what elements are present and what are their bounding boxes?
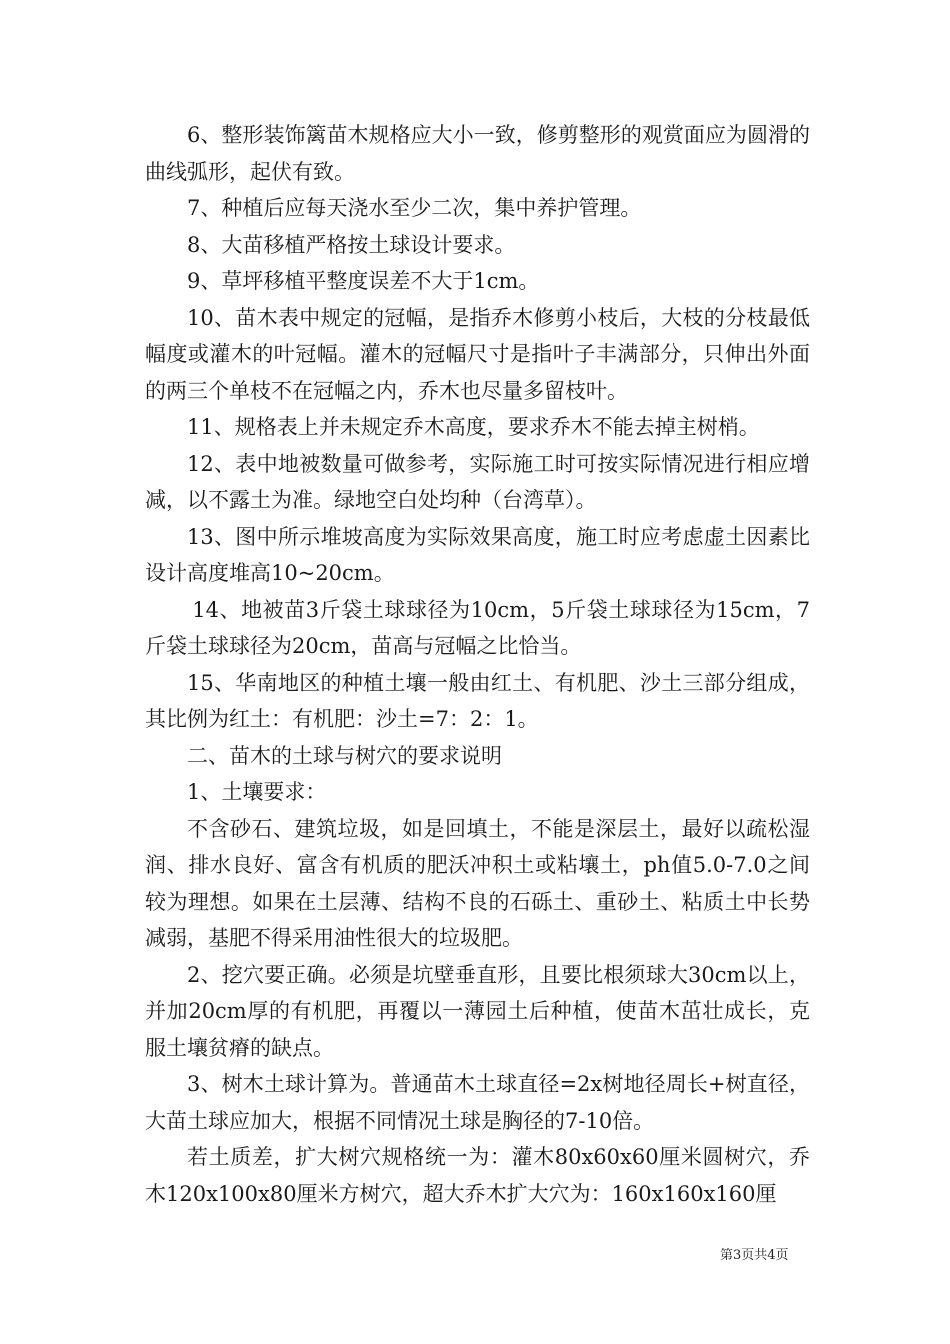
paragraph-item-14: 14、地被苗3斤袋土球球径为10cm，5斤袋土球球径为15cm，7斤袋土球球径为20cm，苗高与冠幅之比恰当。 bbox=[145, 597, 810, 658]
paragraph-digging-pit: 2、挖穴要正确。必须是坑壁垂直形，且要比根须球大30cm以上，并加20cm厚的有机肥，再覆以一薄园土后种植，使苗木茁壮成长，克服土壤贫瘠的缺点。 bbox=[145, 962, 810, 1060]
paragraph-item-9: 9、草坪移植平整度误差不大于1cm。 bbox=[187, 269, 540, 293]
paragraph-root-ball-calc: 3、树木土球计算为。普通苗木土球直径=2x树地径周长+树直径，大苗土球应加大，根据不同情况土球是胸径的7-10倍。 bbox=[145, 1072, 810, 1133]
paragraph-item-11: 11、规格表上并未规定乔木高度，要求乔木不能去掉主树梢。 bbox=[187, 415, 760, 439]
subheading-soil-requirements: 1、土壤要求： bbox=[187, 780, 327, 804]
paragraph-item-6: 6、整形装饰篱苗木规格应大小一致，修剪整形的观赏面应为圆滑的曲线弧形，起伏有致。 bbox=[145, 123, 810, 184]
section-heading: 二、苗木的土球与树穴的要求说明 bbox=[187, 743, 502, 768]
paragraph-item-8: 8、大苗移植严格按土球设计要求。 bbox=[187, 232, 516, 257]
paragraph-item-15: 15、华南地区的种植土壤一般由红土、有机肥、沙土三部分组成，其比例为红土：有机肥：沙土=7：2：1。 bbox=[145, 670, 810, 731]
paragraph-item-12: 12、表中地被数量可做参考，实际施工时可按实际情况进行相应增减，以不露土为准。绿地空白处均种（台湾草）。 bbox=[145, 451, 810, 512]
paragraph-item-13: 13、图中所示堆坡高度为实际效果高度，施工时应考虑虚土因素比设计高度堆高10~20cm。 bbox=[145, 524, 810, 585]
paragraph-soil-details: 不含砂石、建筑垃圾，如是回填土，不能是深层土，最好以疏松湿润、排水良好、富含有机质的肥沃冲积土或粘壤土，ph值5.0-7.0之间较为理想。如果在土层薄、结构不良的石砾土、重砂土、粘质土中长势减弱，基肥不得采用油性很大的垃圾肥。 bbox=[145, 816, 810, 950]
paragraph-item-7: 7、种植后应每天浇水至少二次，集中养护管理。 bbox=[187, 196, 642, 220]
paragraph-item-10: 10、苗木表中规定的冠幅，是指乔木修剪小枝后，大枝的分枝最低幅度或灌木的叶冠幅。灌木的冠幅尺寸是指叶子丰满部分，只伸出外面的两三个单枝不在冠幅之内，乔木也尽量多留枝叶。 bbox=[145, 305, 810, 403]
paragraph-poor-soil: 若土质差，扩大树穴规格统一为：灌木80x60x60厘米圆树穴，乔木120x100x80厘米方树穴，超大乔木扩大穴为：160x160x160厘 bbox=[145, 1145, 810, 1206]
page-number: 第3页共4页 bbox=[720, 1248, 789, 1263]
document-body bbox=[145, 117, 810, 1212]
